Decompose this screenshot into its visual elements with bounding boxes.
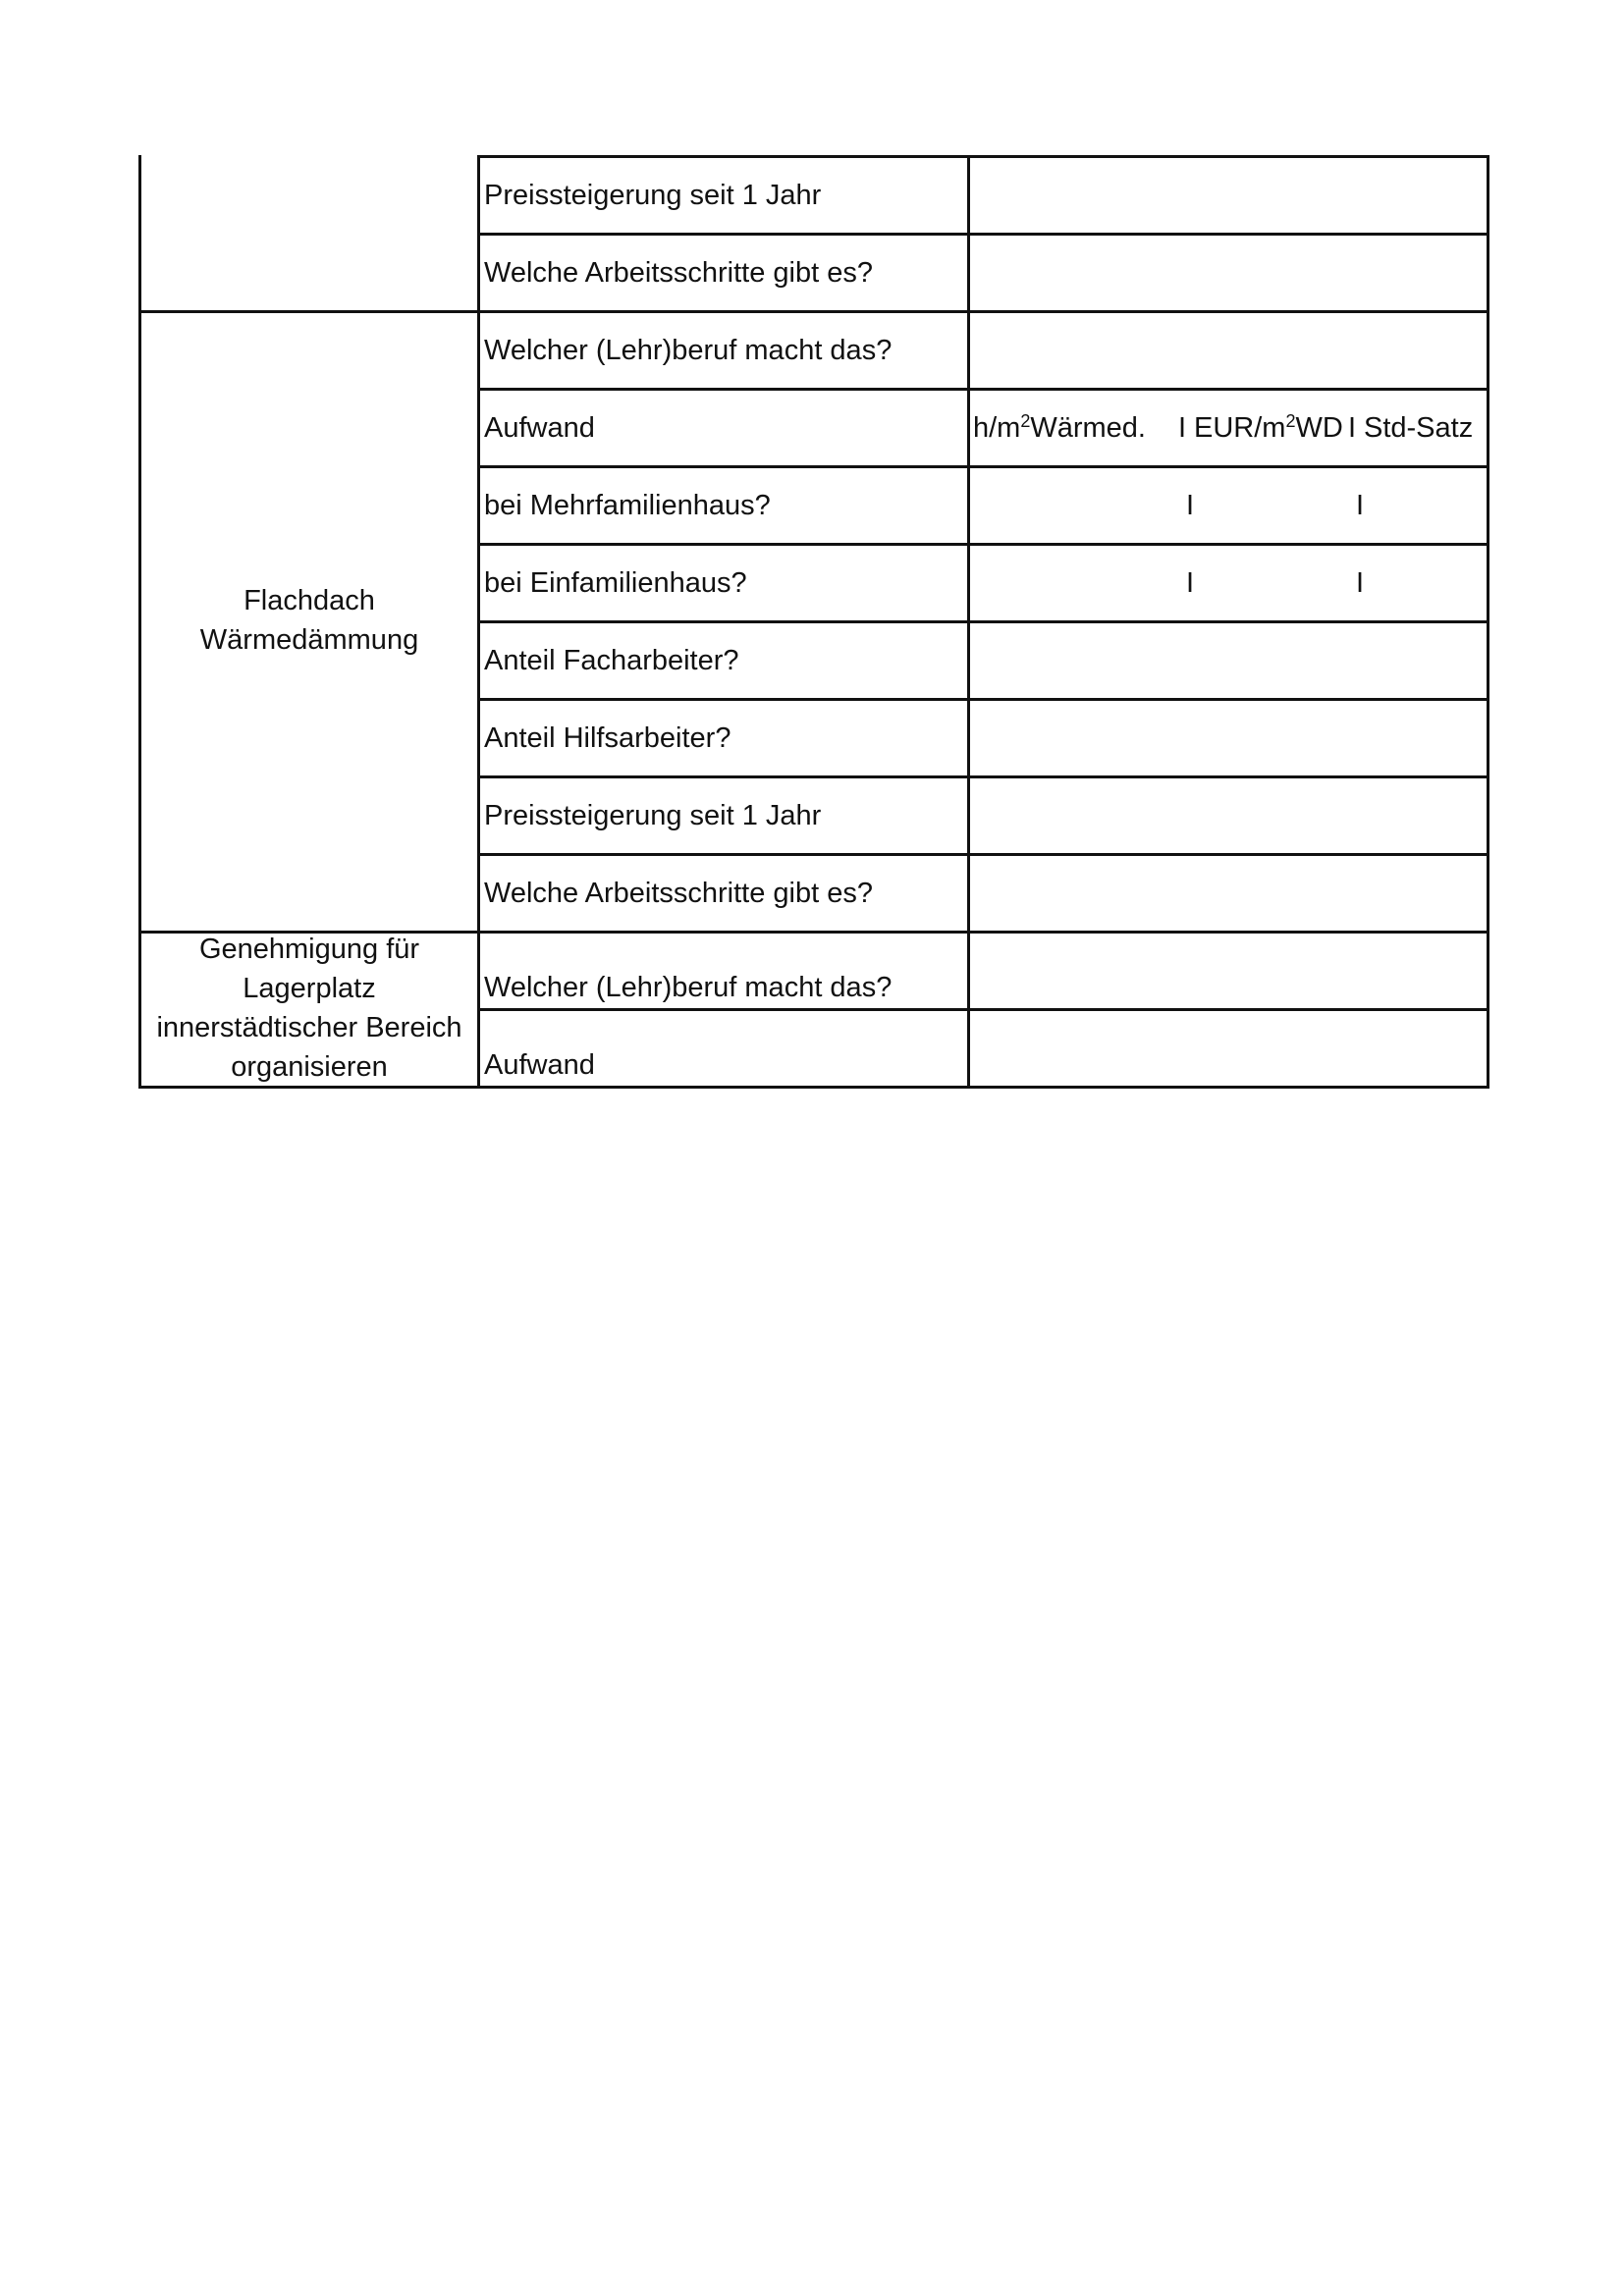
group-title-line: Genehmigung für	[198, 934, 420, 965]
row-label: bei Mehrfamilienhaus?	[484, 490, 771, 521]
table-rule	[477, 1008, 1489, 1011]
table-rule	[477, 388, 1489, 391]
row-label: Preissteigerung seit 1 Jahr	[484, 800, 822, 831]
field-separator: I	[1356, 490, 1365, 521]
table-rule	[477, 465, 1489, 468]
row-label: Preissteigerung seit 1 Jahr	[484, 180, 822, 211]
field-separator: I	[1186, 567, 1195, 599]
field-separator: I	[1186, 490, 1195, 521]
unit-hours: $h/m^2Wärmed$.	[973, 411, 1146, 444]
row-label: Welcher (Lehr)beruf macht das?	[484, 972, 893, 1003]
table-rule	[477, 853, 1489, 856]
row-label: Welcher (Lehr)beruf macht das?	[484, 335, 893, 366]
unit-separator: I	[1348, 412, 1357, 444]
row-label: bei Einfamilienhaus?	[484, 567, 747, 599]
table-rule	[477, 620, 1489, 623]
table-rule	[477, 775, 1489, 778]
table-rule	[477, 543, 1489, 546]
group-title-line: Wärmedämmung	[199, 624, 419, 656]
group-title-line: innerstädtischer Bereich	[156, 1012, 462, 1043]
table-rule	[477, 155, 480, 1089]
row-label: Aufwand	[484, 412, 595, 444]
unit-separator: I	[1178, 412, 1187, 444]
field-separator: I	[1356, 567, 1365, 599]
group-title-line: organisieren	[231, 1051, 388, 1083]
row-label: Anteil Facharbeiter?	[484, 645, 739, 676]
table-rule	[967, 155, 970, 1089]
row-label: Aufwand	[484, 1049, 595, 1081]
group-title-flachdach	[141, 581, 477, 660]
row-label: Welche Arbeitsschritte gibt es?	[484, 878, 873, 909]
group-title-genehmigung	[141, 930, 477, 1087]
unit-std-satz: Std-Satz	[1364, 412, 1474, 444]
table-rule	[477, 233, 1489, 236]
table-rule	[477, 698, 1489, 701]
group-title-line: Lagerplatz	[243, 973, 376, 1004]
row-label: Anteil Hilfsarbeiter?	[484, 722, 731, 754]
group-title-line: Flachdach	[244, 585, 375, 616]
table-rule	[477, 155, 1489, 158]
aufwand-units	[973, 408, 1146, 448]
table-rule	[1487, 155, 1489, 1089]
table-rule	[138, 310, 1489, 313]
unit-eur: EUR/$m^2WD$	[1194, 411, 1343, 444]
row-label: Welche Arbeitsschritte gibt es?	[484, 257, 873, 289]
